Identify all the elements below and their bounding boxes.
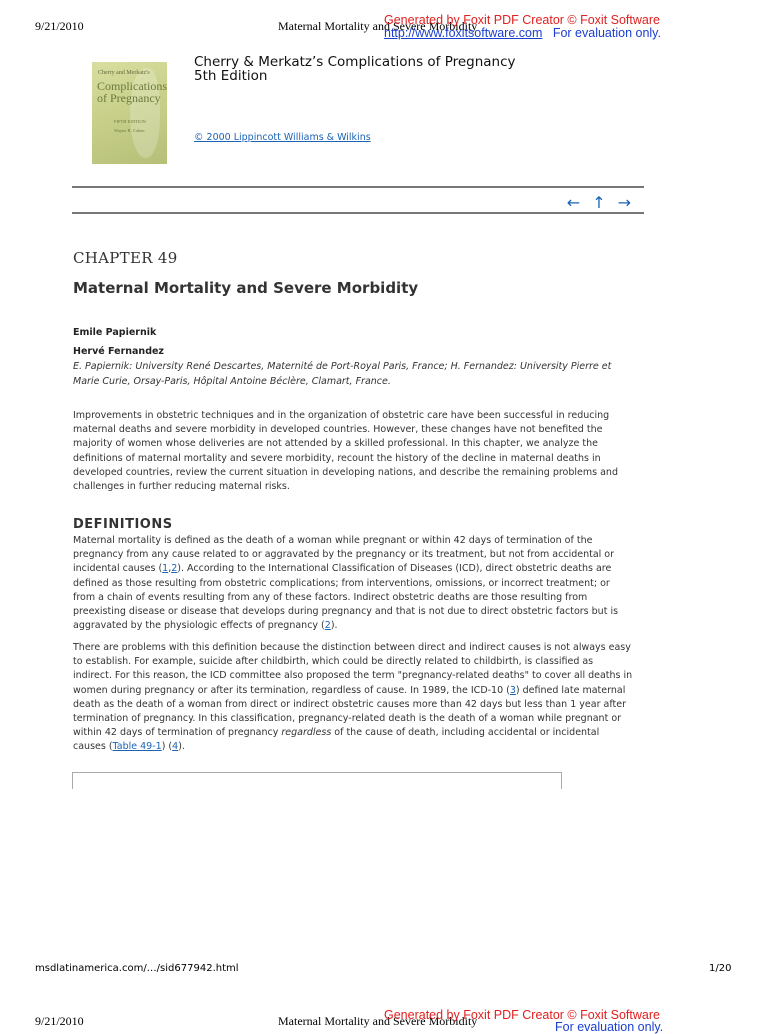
author-2: Hervé Fernandez: [73, 346, 164, 357]
ref-link-4[interactable]: 4: [172, 741, 179, 753]
nav-arrows: [555, 193, 631, 212]
foxit-eval-text: For evaluation only.: [552, 26, 661, 40]
ref-link-1[interactable]: 1: [162, 563, 169, 575]
cover-editors: Cherry and Merkatz's: [98, 70, 150, 76]
foxit-url-link[interactable]: http://www.foxitsoftware.com: [384, 26, 543, 40]
book-title: [194, 55, 516, 83]
foxit-banner-line2: [384, 26, 661, 40]
table-49-1-link[interactable]: Table 49-1: [112, 741, 162, 753]
ref-link-2[interactable]: 2: [171, 563, 178, 575]
next-foxit-banner: Generated by Foxit PDF Creator © Foxit Software: [384, 1008, 660, 1022]
definitions-paragraph-2: There are problems with this definition because the distinction between direct and indirect causes is not always easy to establish. For example, suicide after childbirth, which could be directly related to childbirth, is classified as indirect. For this reason, the ICD committee also proposed the term "pregnancy-related deaths" to cover all deaths in women during pregnancy or after its termination, regardless of cause. In 1989, the ICD-10 (3) defined late maternal death as the death of a woman from direct or indirect obstetric causes more than 42 days but less than 1 year after termination of pregnancy. In this classification, pregnancy-related death is the death of a woman while pregnant or within 42 days of termination of pregnancy regardless of the cause of death, including accidental or incidental causes (Table 49-1) (4).: [73, 642, 633, 753]
next-header-date: 9/21/2010: [35, 1014, 84, 1028]
next-arrow-icon[interactable]: →: [617, 193, 631, 212]
table-frame: [72, 772, 562, 789]
ref-link-2b[interactable]: 2: [324, 620, 331, 632]
cover-edition: FIFTH EDITION: [114, 119, 146, 124]
foxit-banner: Generated by Foxit PDF Creator © Foxit Software: [384, 13, 660, 27]
book-title-line1: Cherry & Merkatz’s Complications of Pregnancy: [194, 54, 516, 70]
header-date: 9/21/2010: [35, 19, 84, 33]
publisher-link[interactable]: © 2000 Lippincott Williams & Wilkins: [194, 132, 371, 143]
nav-rule-bottom: [72, 212, 644, 214]
author-affiliation: E. Papiernik: University René Descartes, Maternité de Port-Royal Paris, France; H. Fernandez: University Pierre et Marie Curie, Orsay-Paris, Hôpital Antoine Béclère, Clamart, France.: [73, 361, 612, 387]
header-title: Maternal Mortality and Severe Morbidity: [278, 19, 478, 33]
definitions-heading: DEFINITIONS: [73, 517, 173, 532]
chapter-label: CHAPTER 49: [73, 249, 178, 267]
next-foxit-eval: For evaluation only.: [555, 1020, 664, 1034]
author-1: Emile Papiernik: [73, 327, 157, 338]
footer-url: msdlatinamerica.com/…/sid677942.html: [35, 963, 239, 974]
book-title-line2: 5th Edition: [194, 68, 268, 84]
book-cover-image: [92, 62, 167, 164]
intro-paragraph: Improvements in obstetric techniques and in the organization of obstetric care have been successful in reducing maternal deaths and severe morbidity in developed countries. However, these changes have not benefited the majority of women whose deliveries are not attended by a skilled professional. In this chapter, we analyze the definitions of maternal mortality and severe morbidity, recount the history of the decline in maternal deaths in developed countries, review the current situation in developing nations, and describe the remaining problems and challenges in further reducing maternal risks.: [73, 410, 618, 493]
footer-page-number: 1/20: [709, 963, 732, 974]
nav-rule-top: [72, 186, 644, 188]
ref-link-3[interactable]: 3: [509, 684, 516, 696]
cover-title: Complications of Pregnancy: [97, 79, 167, 105]
cover-author: Wayne R. Cohen: [114, 128, 145, 133]
up-arrow-icon[interactable]: ↑: [592, 193, 606, 212]
next-header-title: Maternal Mortality and Severe Morbidity: [278, 1014, 478, 1028]
definitions-paragraph-1: Maternal mortality is defined as the death of a woman while pregnant or within 42 days of termination of the pregnancy from any cause related to or aggravated by the pregnancy or its treatment, but not from accidental or incidental causes (1,2). According to the International Classification of Diseases (ICD), direct obstetric deaths are defined as those resulting from obstetric complications; from interventions, omissions, or incorrect treatment; or from a chain of events resulting from any of these factors. Indirect obstetric deaths are those resulting from preexisting disease or disease that develops during pregnancy and that is not due to direct obstetric factors but is aggravated by the physiologic effects of pregnancy (2).: [73, 535, 619, 632]
prev-arrow-icon[interactable]: ←: [566, 193, 581, 212]
chapter-title: Maternal Mortality and Severe Morbidity: [73, 279, 419, 297]
